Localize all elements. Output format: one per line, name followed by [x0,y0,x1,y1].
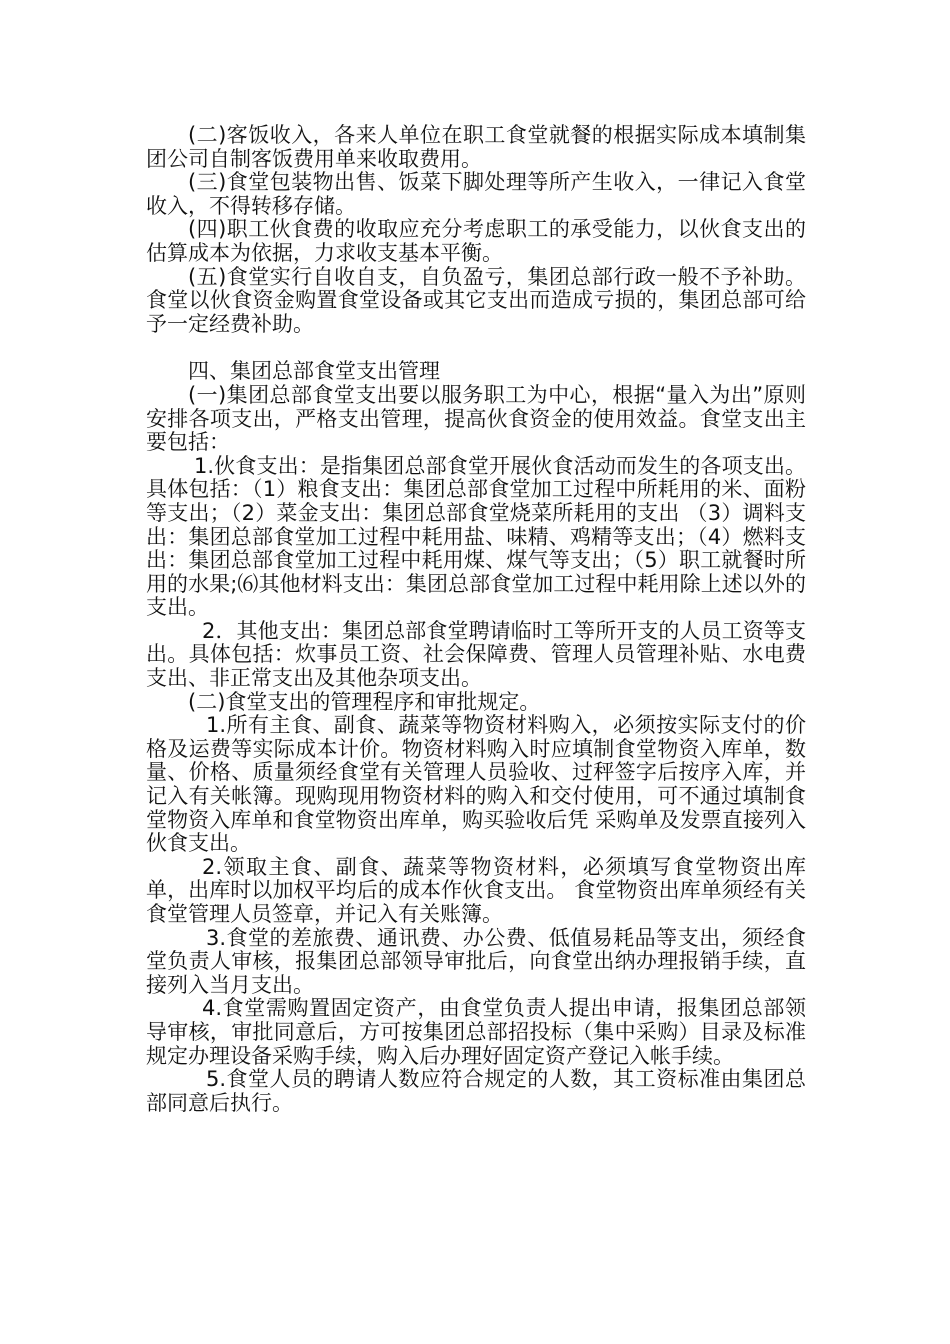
paragraph-material-purchase: 1.所有主食、副食、蔬菜等物资材料购入，必须按实际支付的价格及运费等实际成本计价。物资材料购入时应填制食堂物资入库单，数量、价格、质量须经食堂有关管理人员验收、过秤签字后按序入库，并记入有关帐簿。现购现用物资材料的购入和交付使用，可不通过填制食堂物资入库单和食堂物资出库单，购买验收后凭 采购单及发票直接列入伙食支出。 [146,713,806,856]
paragraph-fixed-assets: 4.食堂需购置固定资产，由食堂负责人提出申请，报集团总部领导审核，审批同意后，方可按集团总部招投标（集中采购）目录及标准规定办理设备采购手续，购入后办理好固定资产登记入帐手续。 [146,996,806,1068]
paragraph-food-expenditure: 1.伙食支出：是指集团总部食堂开展伙食活动而发生的各项支出。具体包括：（1）粮食支出：集团总部食堂加工过程中所耗用的米、面粉等支出；（2）菜金支出：集团总部食堂烧菜所耗用的支出 （3）调料支出：集团总部食堂加工过程中耗用盐、味精、鸡精等支出；（4）燃料支出：集团总部食堂加工过程中耗用煤、煤气等支出；（5）职工就餐时所用的水果;⑹其他材料支出：集团总部食堂加工过程中耗用除上述以外的支出。 [146,453,806,620]
paragraph-approval-procedure: (二)食堂支出的管理程序和审批规定。 [188,689,541,714]
document-page [146,124,806,1115]
paragraph-expenditure-principle: (一)集团总部食堂支出要以服务职工为中心，根据“量入为出”原则安排各项支出，严格支出管理，提高伙食资金的使用效益。食堂支出主要包括： [146,382,806,455]
paragraph-other-expenditure: 2．其他支出：集团总部食堂聘请临时工等所开支的人员工资等支出。具体包括：炊事员工资、社会保障费、管理人员管理补贴、水电费支出、非正常支出及其他杂项支出。 [146,618,806,691]
paragraph-self-financing: (五)食堂实行自收自支，自负盈亏，集团总部行政一般不予补助。食堂以伙食资金购置食堂设备或其它支出而造成亏损的，集团总部可给予一定经费补助。 [146,264,806,336]
paragraph-meal-fee: (四)职工伙食费的收取应充分考虑职工的承受能力，以伙食支出的估算成本为依据，力求收支基本平衡。 [146,217,806,265]
paragraph-guest-meal-income: (二)客饭收入，各来人单位在职工食堂就餐的根据实际成本填制集团公司自制客饭费用单来收取费用。 [146,123,806,171]
paragraph-packaging-income: (三)食堂包装物出售、饭菜下脚处理等所产生收入，一律记入食堂收入，不得转移存储。 [146,170,806,218]
paragraph-staff-hiring: 5.食堂人员的聘请人数应符合规定的人数，其工资标准由集团总部同意后执行。 [146,1067,806,1115]
paragraph-office-expenses: 3.食堂的差旅费、通讯费、办公费、低值易耗品等支出，须经食堂负责人审核，报集团总部领导审批后，向食堂出纳办理报销手续，直接列入当月支出。 [146,925,806,997]
section-heading-expenditure: 四、集团总部食堂支出管理 [188,359,440,384]
paragraph-material-withdrawal: 2.领取主食、副食、蔬菜等物资材料，必须填写食堂物资出库单，出库时以加权平均后的成本作伙食支出。 食堂物资出库单须经有关食堂管理人员签章，并记入有关账簿。 [146,854,806,926]
